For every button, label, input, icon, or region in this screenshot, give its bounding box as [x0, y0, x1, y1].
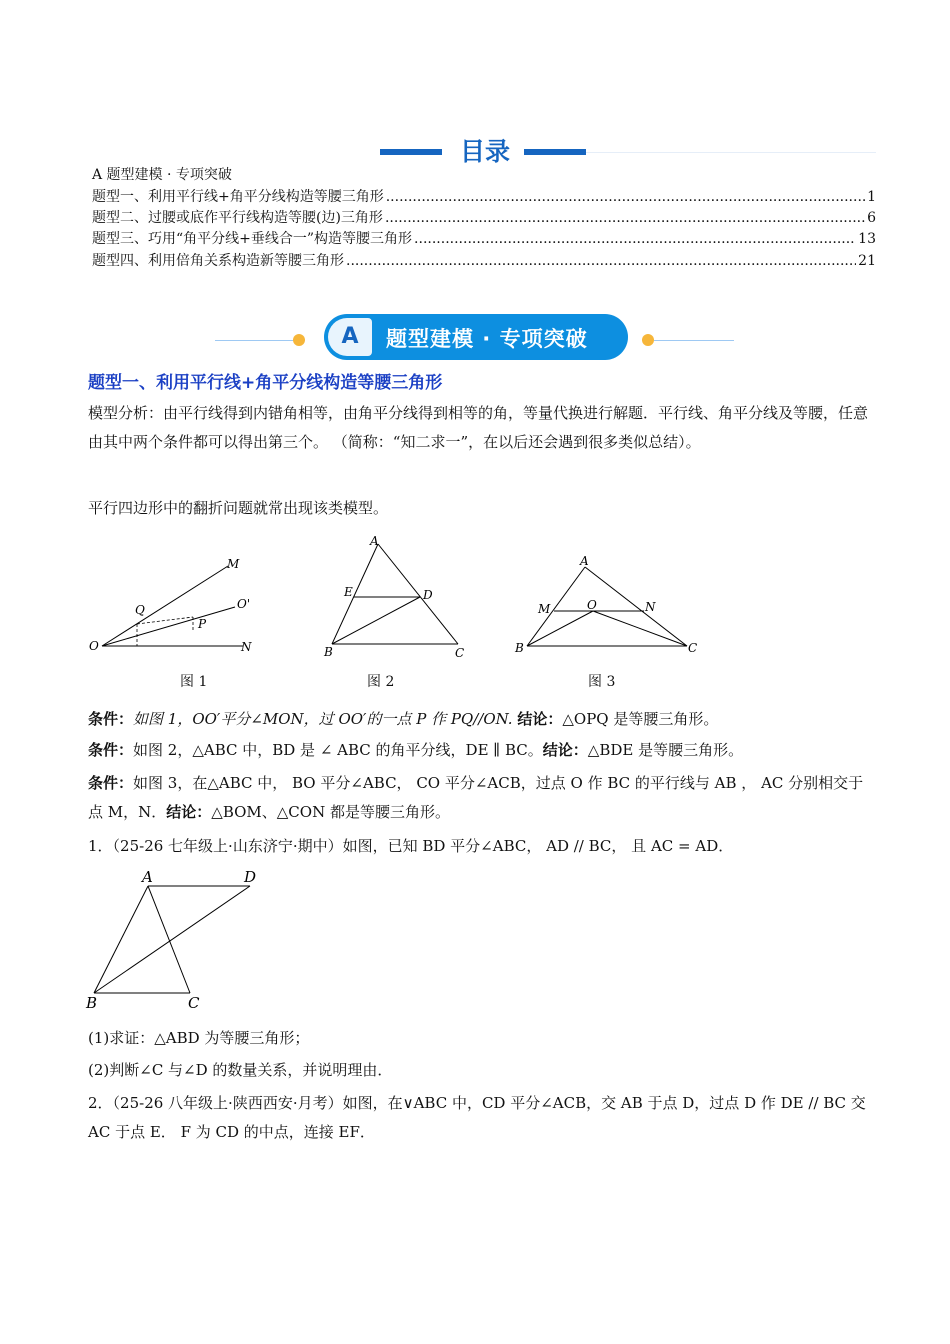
fig2-label-A: A [370, 534, 379, 548]
banner-letter: A [328, 318, 372, 356]
figure-3-caption: 图 3 [588, 674, 616, 690]
fig3-label-B: B [515, 641, 524, 655]
toc-item-page: 6 [867, 210, 876, 226]
fig4-label-A: A [142, 868, 153, 886]
condition-2 [88, 736, 868, 765]
fig1-label-M: M [227, 557, 240, 571]
figure-2-caption: 图 2 [367, 674, 395, 690]
toc-title: 目录 [459, 137, 510, 166]
fig1-label-N: N [241, 640, 252, 654]
banner-line-left [215, 340, 305, 341]
conclusion-label: 结论： [542, 741, 588, 759]
fig2-label-C: C [455, 646, 465, 660]
figure-2 [320, 532, 470, 662]
fig4-label-B: B [86, 994, 98, 1012]
figure-1 [85, 550, 260, 660]
fig2-label-B: B [324, 645, 333, 659]
condition-label: 条件： [88, 741, 134, 759]
toc-item-label: 题型一、利用平行线+角平分线构造等腰三角形 [92, 189, 384, 205]
toc-item-label: 题型四、利用倍角关系构造新等腰三角形 [92, 253, 344, 269]
condition-label: 条件： [88, 774, 134, 792]
banner-line-right [654, 340, 734, 341]
toc-item-3[interactable] [92, 229, 876, 249]
fig3-label-N: N [645, 600, 656, 614]
banner-text: 题型建模 · 专项突破 [386, 327, 588, 351]
fig4-label-C: C [188, 994, 200, 1012]
figure-4 [82, 866, 267, 1016]
fig1-label-O2: O' [237, 597, 251, 611]
model-note: 平行四边形中的翻折问题就常出现该类模型。 [88, 499, 389, 517]
fig3-label-A: A [580, 554, 589, 568]
fig2-label-D: D [423, 588, 433, 602]
toc-item-1[interactable] [92, 187, 876, 207]
conclusion-text: △OPQ 是等腰三角形。 [562, 710, 719, 728]
section-banner [324, 314, 628, 360]
fig3-label-C: C [688, 641, 698, 655]
toc-title-bar-right [524, 149, 586, 155]
toc-item-page: 21 [858, 253, 876, 269]
conclusion-text: △BOM、△CON 都是等腰三角形。 [211, 803, 450, 821]
condition-label: 条件： [88, 710, 134, 728]
condition-text: 如图 2，△ABC 中，BD 是 ∠ ABC 的角平分线，DE ∥ BC。 [133, 741, 543, 759]
fig1-label-O: O [89, 639, 99, 653]
toc-item-page: 13 [858, 231, 876, 247]
condition-text: 如图 1，OO′平分∠MON，过 OO′的一点 P 作 PQ//ON. [133, 710, 513, 728]
figure-1-caption: 图 1 [180, 674, 208, 690]
toc-item-page: 1 [867, 189, 876, 205]
toc-heading[interactable]: A 题型建模 · 专项突破 [92, 167, 232, 183]
conclusion-label: 结论： [166, 803, 212, 821]
conclusion-label: 结论： [517, 710, 563, 728]
banner-dot-right [642, 334, 654, 346]
fig4-label-D: D [244, 868, 257, 886]
conclusion-text: △BDE 是等腰三角形。 [587, 741, 744, 759]
problem-1-q2: (2)判断∠C 与∠D 的数量关系，并说明理由． [88, 1061, 393, 1079]
figure-3 [510, 550, 705, 660]
toc-item-label: 题型二、过腰或底作平行线构造等腰(边)三角形 [92, 210, 383, 226]
problem-1-q1: (1)求证：△ABD 为等腰三角形； [88, 1029, 310, 1047]
fig3-label-O: O [587, 598, 597, 612]
toc-item-4[interactable] [92, 251, 876, 271]
toc-item-label: 题型三、巧用“角平分线+垂线合一”构造等腰三角形 [92, 231, 413, 247]
banner-dot-left [293, 334, 305, 346]
model-analysis: 模型分析：由平行线得到内错角相等，由角平分线得到相等的角，等量代换进行解题．平行线、角平分线及等腰，任意由其中两个条件都可以得出第三个。 （简称：“知二求一”，在以后还会遇到很多类似总结）。 [88, 404, 869, 451]
section-heading: 题型一、利用平行线+角平分线构造等腰三角形 [88, 373, 443, 393]
problem-2: 2．（25-26 八年级上·陕西西安·月考）如图，在∨ABC 中，CD 平分∠ACB，交 AB 于点 D，过点 D 作 DE // BC 交 AC 于点 E． F 为 CD 的中点，连接 EF． [88, 1094, 866, 1141]
fig1-label-Q: Q [135, 603, 145, 617]
condition-1 [88, 705, 868, 734]
toc-rule [586, 152, 876, 153]
toc-item-2[interactable] [92, 208, 876, 228]
problem-1: 1．（25-26 七年级上·山东济宁·期中）如图，已知 BD 平分∠ABC， AD // BC， 且 AC = AD． [88, 837, 734, 855]
fig3-label-M: M [538, 602, 551, 616]
condition-text: 如图 3，在△ABC 中， BO 平分∠ABC， CO 平分∠ACB，过点 O 作 BC 的平行线与 AB ， AC 分别相交于点 M，N． [88, 774, 864, 821]
fig1-label-P: P [198, 617, 207, 631]
fig2-label-E: E [344, 585, 353, 599]
condition-3 [88, 769, 868, 827]
